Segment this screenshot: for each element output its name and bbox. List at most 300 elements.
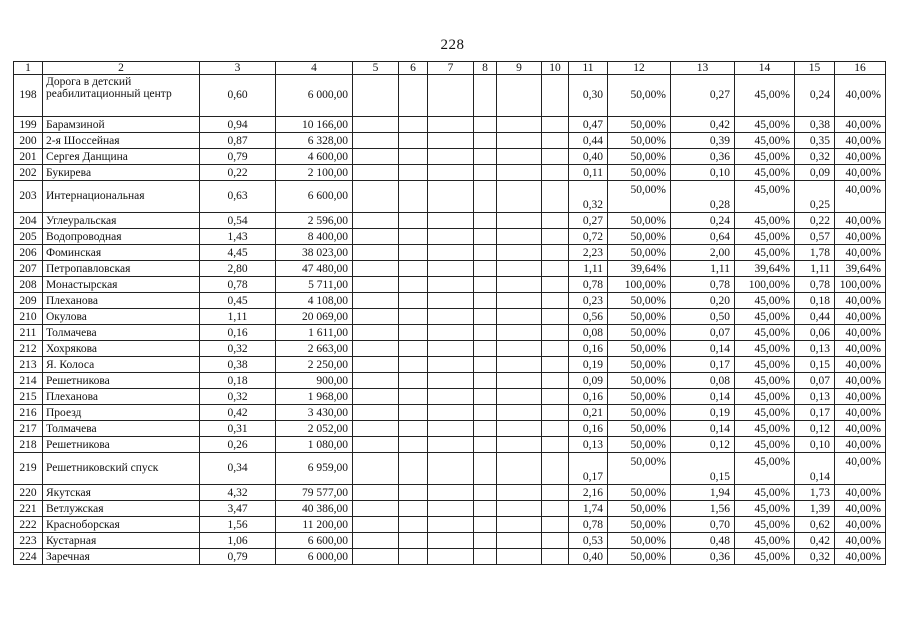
empty-cell [497, 437, 542, 453]
percent-col-12: 50,00% [608, 309, 671, 325]
percent-col-14: 45,00% [735, 341, 795, 357]
empty-cell [353, 277, 399, 293]
value-col-11: 1,74 [569, 501, 608, 517]
table-row [14, 165, 886, 181]
cost-value: 6 600,00 [276, 533, 353, 549]
empty-cell [399, 389, 428, 405]
length-value: 4,45 [200, 245, 276, 261]
empty-cell [353, 549, 399, 565]
empty-cell [353, 293, 399, 309]
percent-col-12: 50,00% [608, 501, 671, 517]
column-header: 5 [353, 62, 399, 75]
empty-cell [353, 261, 399, 277]
value-col-13: 0,50 [671, 309, 735, 325]
percent-col-16: 39,64% [835, 261, 886, 277]
cost-value: 38 023,00 [276, 245, 353, 261]
percent-col-16: 40,00% [835, 309, 886, 325]
empty-cell [428, 405, 474, 421]
empty-cell [474, 117, 497, 133]
empty-cell [399, 405, 428, 421]
empty-cell [497, 405, 542, 421]
empty-cell [474, 549, 497, 565]
street-name: Решетниковский спуск [43, 453, 200, 485]
empty-cell [428, 75, 474, 117]
empty-cell [474, 229, 497, 245]
value-col-15: 1,39 [795, 501, 835, 517]
empty-cell [399, 549, 428, 565]
percent-col-12: 50,00% [608, 293, 671, 309]
empty-cell [474, 261, 497, 277]
percent-col-12: 50,00% [608, 373, 671, 389]
empty-cell [353, 213, 399, 229]
street-name: Петропавловская [43, 261, 200, 277]
street-name: Интернациональная [43, 181, 200, 213]
percent-col-12: 50,00% [608, 133, 671, 149]
length-value: 0,78 [200, 277, 276, 293]
street-name: Плеханова [43, 389, 200, 405]
empty-cell [353, 309, 399, 325]
row-number: 204 [14, 213, 43, 229]
table-row [14, 533, 886, 549]
length-value: 0,54 [200, 213, 276, 229]
percent-col-14: 45,00% [735, 453, 795, 485]
empty-cell [474, 133, 497, 149]
empty-cell [353, 165, 399, 181]
percent-col-14: 45,00% [735, 229, 795, 245]
value-col-13: 0,48 [671, 533, 735, 549]
percent-col-16: 40,00% [835, 325, 886, 341]
row-number: 213 [14, 357, 43, 373]
percent-col-16: 40,00% [835, 389, 886, 405]
column-header: 2 [43, 62, 200, 75]
length-value: 1,43 [200, 229, 276, 245]
percent-col-14: 45,00% [735, 149, 795, 165]
cost-value: 40 386,00 [276, 501, 353, 517]
percent-col-14: 45,00% [735, 117, 795, 133]
value-col-11: 0,78 [569, 277, 608, 293]
percent-col-12: 50,00% [608, 117, 671, 133]
percent-col-14: 45,00% [735, 213, 795, 229]
empty-cell [497, 245, 542, 261]
empty-cell [474, 165, 497, 181]
column-header: 3 [200, 62, 276, 75]
value-col-11: 0,21 [569, 405, 608, 421]
percent-col-16: 40,00% [835, 133, 886, 149]
value-col-11: 0,30 [569, 75, 608, 117]
empty-cell [399, 357, 428, 373]
column-header: 15 [795, 62, 835, 75]
table-row [14, 325, 886, 341]
table-row [14, 389, 886, 405]
empty-cell [474, 501, 497, 517]
street-name: Фоминская [43, 245, 200, 261]
street-name: Якутская [43, 485, 200, 501]
empty-cell [497, 517, 542, 533]
percent-col-14: 39,64% [735, 261, 795, 277]
column-header: 7 [428, 62, 474, 75]
length-value: 0,63 [200, 181, 276, 213]
value-col-15: 0,25 [795, 181, 835, 213]
percent-col-12: 50,00% [608, 229, 671, 245]
empty-cell [542, 341, 569, 357]
empty-cell [399, 373, 428, 389]
percent-col-12: 50,00% [608, 437, 671, 453]
empty-cell [497, 133, 542, 149]
empty-cell [497, 453, 542, 485]
empty-cell [353, 325, 399, 341]
value-col-13: 0,28 [671, 181, 735, 213]
empty-cell [399, 117, 428, 133]
value-col-13: 0,15 [671, 453, 735, 485]
empty-cell [474, 533, 497, 549]
value-col-13: 0,07 [671, 325, 735, 341]
value-col-11: 0,47 [569, 117, 608, 133]
empty-cell [353, 437, 399, 453]
percent-col-16: 40,00% [835, 357, 886, 373]
empty-cell [399, 309, 428, 325]
table-row [14, 213, 886, 229]
row-number: 198 [14, 75, 43, 117]
street-name: Водопроводная [43, 229, 200, 245]
empty-cell [542, 165, 569, 181]
column-header: 1 [14, 62, 43, 75]
value-col-15: 0,06 [795, 325, 835, 341]
value-col-15: 1,78 [795, 245, 835, 261]
cost-value: 6 328,00 [276, 133, 353, 149]
street-name: Окулова [43, 309, 200, 325]
empty-cell [497, 229, 542, 245]
data-table [13, 61, 886, 565]
empty-cell [353, 181, 399, 213]
empty-cell [399, 533, 428, 549]
value-col-15: 0,14 [795, 453, 835, 485]
value-col-11: 0,32 [569, 181, 608, 213]
value-col-15: 0,18 [795, 293, 835, 309]
cost-value: 2 596,00 [276, 213, 353, 229]
empty-cell [399, 277, 428, 293]
column-header: 14 [735, 62, 795, 75]
row-number: 220 [14, 485, 43, 501]
empty-cell [399, 501, 428, 517]
table-row [14, 373, 886, 389]
table-row [14, 293, 886, 309]
row-number: 207 [14, 261, 43, 277]
table-row [14, 341, 886, 357]
row-number: 216 [14, 405, 43, 421]
empty-cell [497, 501, 542, 517]
empty-cell [399, 517, 428, 533]
empty-cell [428, 373, 474, 389]
cost-value: 4 600,00 [276, 149, 353, 165]
table-row [14, 501, 886, 517]
empty-cell [474, 453, 497, 485]
value-col-11: 0,40 [569, 549, 608, 565]
row-number: 201 [14, 149, 43, 165]
empty-cell [474, 373, 497, 389]
empty-cell [497, 165, 542, 181]
value-col-13: 1,94 [671, 485, 735, 501]
empty-cell [542, 453, 569, 485]
empty-cell [399, 453, 428, 485]
empty-cell [542, 181, 569, 213]
street-name: Заречная [43, 549, 200, 565]
percent-col-12: 50,00% [608, 357, 671, 373]
empty-cell [497, 261, 542, 277]
length-value: 1,06 [200, 533, 276, 549]
percent-col-14: 45,00% [735, 293, 795, 309]
empty-cell [353, 149, 399, 165]
percent-col-12: 50,00% [608, 245, 671, 261]
empty-cell [497, 277, 542, 293]
empty-cell [353, 517, 399, 533]
row-number: 199 [14, 117, 43, 133]
empty-cell [399, 485, 428, 501]
empty-cell [497, 357, 542, 373]
empty-cell [542, 373, 569, 389]
percent-col-12: 50,00% [608, 341, 671, 357]
length-value: 0,79 [200, 549, 276, 565]
empty-cell [353, 341, 399, 357]
empty-cell [542, 245, 569, 261]
column-header: 11 [569, 62, 608, 75]
empty-cell [474, 181, 497, 213]
empty-cell [474, 357, 497, 373]
value-col-11: 0,16 [569, 389, 608, 405]
length-value: 0,22 [200, 165, 276, 181]
percent-col-12: 50,00% [608, 517, 671, 533]
percent-col-14: 45,00% [735, 245, 795, 261]
percent-col-16: 40,00% [835, 229, 886, 245]
empty-cell [353, 75, 399, 117]
empty-cell [353, 229, 399, 245]
cost-value: 2 100,00 [276, 165, 353, 181]
empty-cell [542, 437, 569, 453]
empty-cell [399, 75, 428, 117]
empty-cell [399, 437, 428, 453]
value-col-11: 0,16 [569, 341, 608, 357]
value-col-11: 0,13 [569, 437, 608, 453]
length-value: 0,34 [200, 453, 276, 485]
row-number: 224 [14, 549, 43, 565]
percent-col-16: 40,00% [835, 485, 886, 501]
empty-cell [428, 357, 474, 373]
percent-col-12: 50,00% [608, 405, 671, 421]
value-col-15: 0,57 [795, 229, 835, 245]
percent-col-16: 40,00% [835, 373, 886, 389]
empty-cell [474, 325, 497, 341]
value-col-15: 0,10 [795, 437, 835, 453]
empty-cell [542, 485, 569, 501]
empty-cell [497, 117, 542, 133]
empty-cell [542, 517, 569, 533]
row-number: 203 [14, 181, 43, 213]
empty-cell [497, 341, 542, 357]
empty-cell [353, 357, 399, 373]
percent-col-16: 40,00% [835, 245, 886, 261]
length-value: 0,60 [200, 75, 276, 117]
column-header: 4 [276, 62, 353, 75]
cost-value: 1 611,00 [276, 325, 353, 341]
row-number: 214 [14, 373, 43, 389]
value-col-13: 0,64 [671, 229, 735, 245]
value-col-15: 0,62 [795, 517, 835, 533]
cost-value: 20 069,00 [276, 309, 353, 325]
percent-col-14: 45,00% [735, 389, 795, 405]
value-col-15: 0,78 [795, 277, 835, 293]
value-col-13: 0,27 [671, 75, 735, 117]
empty-cell [399, 133, 428, 149]
empty-cell [542, 261, 569, 277]
percent-col-14: 45,00% [735, 501, 795, 517]
percent-col-16: 40,00% [835, 213, 886, 229]
empty-cell [353, 485, 399, 501]
table-row [14, 261, 886, 277]
empty-cell [497, 533, 542, 549]
empty-cell [542, 421, 569, 437]
value-col-13: 0,39 [671, 133, 735, 149]
table-row [14, 421, 886, 437]
value-col-15: 0,42 [795, 533, 835, 549]
cost-value: 8 400,00 [276, 229, 353, 245]
empty-cell [399, 341, 428, 357]
empty-cell [542, 405, 569, 421]
percent-col-14: 100,00% [735, 277, 795, 293]
percent-col-12: 50,00% [608, 149, 671, 165]
empty-cell [474, 389, 497, 405]
empty-cell [428, 389, 474, 405]
value-col-11: 0,08 [569, 325, 608, 341]
value-col-11: 0,40 [569, 149, 608, 165]
row-number: 215 [14, 389, 43, 405]
percent-col-12: 50,00% [608, 421, 671, 437]
cost-value: 79 577,00 [276, 485, 353, 501]
percent-col-16: 40,00% [835, 437, 886, 453]
empty-cell [428, 293, 474, 309]
empty-cell [428, 261, 474, 277]
percent-col-12: 39,64% [608, 261, 671, 277]
empty-cell [542, 389, 569, 405]
cost-value: 4 108,00 [276, 293, 353, 309]
value-col-15: 0,13 [795, 389, 835, 405]
cost-value: 1 968,00 [276, 389, 353, 405]
empty-cell [474, 277, 497, 293]
percent-col-14: 45,00% [735, 165, 795, 181]
empty-cell [428, 517, 474, 533]
empty-cell [399, 181, 428, 213]
value-col-15: 0,07 [795, 373, 835, 389]
percent-col-16: 40,00% [835, 405, 886, 421]
empty-cell [428, 549, 474, 565]
empty-cell [353, 453, 399, 485]
column-header: 13 [671, 62, 735, 75]
empty-cell [474, 293, 497, 309]
cost-value: 1 080,00 [276, 437, 353, 453]
row-number: 219 [14, 453, 43, 485]
value-col-11: 0,11 [569, 165, 608, 181]
empty-cell [428, 437, 474, 453]
percent-col-12: 50,00% [608, 533, 671, 549]
empty-cell [428, 485, 474, 501]
value-col-15: 0,09 [795, 165, 835, 181]
percent-col-16: 100,00% [835, 277, 886, 293]
row-number: 218 [14, 437, 43, 453]
percent-col-16: 40,00% [835, 149, 886, 165]
length-value: 0,18 [200, 373, 276, 389]
empty-cell [497, 181, 542, 213]
percent-col-12: 50,00% [608, 325, 671, 341]
value-col-11: 0,17 [569, 453, 608, 485]
street-name: Букирева [43, 165, 200, 181]
value-col-15: 0,12 [795, 421, 835, 437]
empty-cell [474, 405, 497, 421]
percent-col-14: 45,00% [735, 517, 795, 533]
percent-col-16: 40,00% [835, 165, 886, 181]
table-row [14, 75, 886, 117]
value-col-11: 0,19 [569, 357, 608, 373]
value-col-13: 0,14 [671, 389, 735, 405]
empty-cell [497, 293, 542, 309]
empty-cell [428, 149, 474, 165]
empty-cell [399, 245, 428, 261]
value-col-11: 0,53 [569, 533, 608, 549]
percent-col-12: 50,00% [608, 549, 671, 565]
value-col-11: 0,27 [569, 213, 608, 229]
length-value: 0,32 [200, 341, 276, 357]
percent-col-16: 40,00% [835, 117, 886, 133]
value-col-15: 0,44 [795, 309, 835, 325]
row-number: 205 [14, 229, 43, 245]
length-value: 0,79 [200, 149, 276, 165]
value-col-13: 0,14 [671, 421, 735, 437]
percent-col-14: 45,00% [735, 181, 795, 213]
value-col-11: 2,16 [569, 485, 608, 501]
value-col-13: 1,56 [671, 501, 735, 517]
table-row [14, 485, 886, 501]
length-value: 3,47 [200, 501, 276, 517]
value-col-15: 0,24 [795, 75, 835, 117]
percent-col-16: 40,00% [835, 75, 886, 117]
value-col-15: 0,13 [795, 341, 835, 357]
cost-value: 6 600,00 [276, 181, 353, 213]
empty-cell [497, 213, 542, 229]
length-value: 0,45 [200, 293, 276, 309]
value-col-15: 0,32 [795, 549, 835, 565]
row-number: 211 [14, 325, 43, 341]
length-value: 0,31 [200, 421, 276, 437]
value-col-11: 0,23 [569, 293, 608, 309]
row-number: 210 [14, 309, 43, 325]
empty-cell [542, 229, 569, 245]
percent-col-16: 40,00% [835, 341, 886, 357]
empty-cell [428, 341, 474, 357]
percent-col-16: 40,00% [835, 549, 886, 565]
empty-cell [474, 341, 497, 357]
value-col-15: 0,32 [795, 149, 835, 165]
empty-cell [428, 213, 474, 229]
column-header: 16 [835, 62, 886, 75]
empty-cell [474, 309, 497, 325]
value-col-13: 0,17 [671, 357, 735, 373]
street-name: Монастырская [43, 277, 200, 293]
empty-cell [497, 325, 542, 341]
column-header: 12 [608, 62, 671, 75]
column-header: 6 [399, 62, 428, 75]
row-number: 209 [14, 293, 43, 309]
empty-cell [542, 533, 569, 549]
cost-value: 3 430,00 [276, 405, 353, 421]
percent-col-12: 50,00% [608, 485, 671, 501]
length-value: 0,38 [200, 357, 276, 373]
